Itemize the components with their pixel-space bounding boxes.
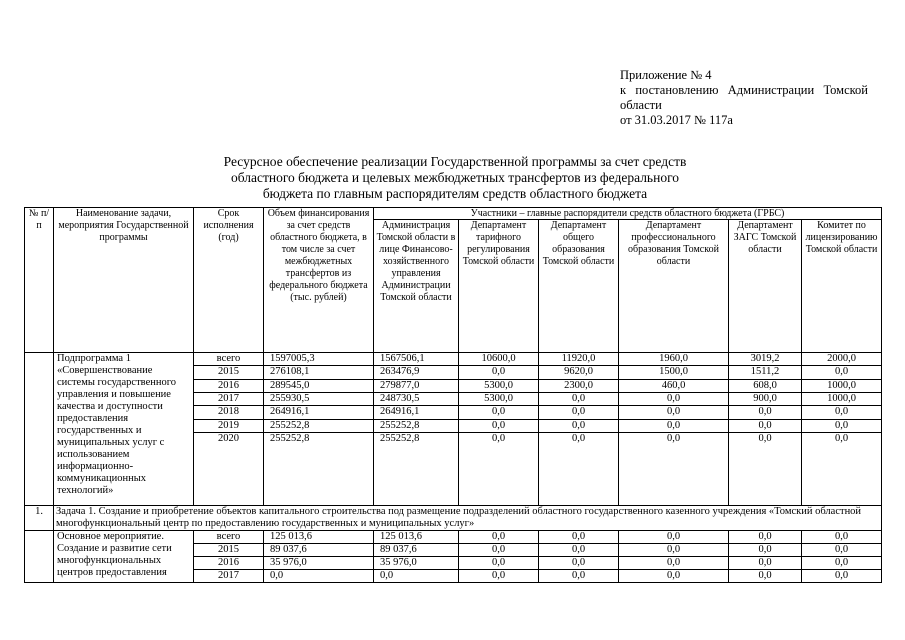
appendix-region: области xyxy=(620,98,662,112)
volume-cell: 1597005,3 xyxy=(264,353,374,366)
task-row xyxy=(25,506,882,531)
header-participant-licensing: Комитет по лицензированию Томской области xyxy=(802,220,882,353)
p1-cell: 248730,5 xyxy=(374,392,459,405)
title-line-3: бюджета по главным распорядителям средств областного бюджета xyxy=(262,186,648,201)
p3-cell: 0,0 xyxy=(539,557,619,570)
p5-cell: 0,0 xyxy=(729,557,802,570)
year-cell: 2019 xyxy=(194,419,264,432)
p1-cell: 89 037,6 xyxy=(374,544,459,557)
p4-cell: 1960,0 xyxy=(619,353,729,366)
p5-cell: 1511,2 xyxy=(729,366,802,379)
p4-cell: 0,0 xyxy=(619,531,729,544)
p2-cell: 0,0 xyxy=(459,406,539,419)
p5-cell: 0,0 xyxy=(729,531,802,544)
p6-cell: 2000,0 xyxy=(802,353,882,366)
volume-cell: 0,0 xyxy=(264,570,374,583)
p2-cell: 5300,0 xyxy=(459,379,539,392)
document-title xyxy=(160,154,750,202)
p5-cell: 0,0 xyxy=(729,544,802,557)
header-row-1 xyxy=(25,208,882,220)
p1-cell: 279877,0 xyxy=(374,379,459,392)
year-cell: всего xyxy=(194,353,264,366)
main-event-num-cell xyxy=(25,531,54,583)
appendix-date: от 31.03.2017 № 117а xyxy=(620,113,733,127)
header-term: Срок исполнения (год) xyxy=(194,208,264,353)
p4-cell: 460,0 xyxy=(619,379,729,392)
year-cell: 2015 xyxy=(194,544,264,557)
p4-cell: 0,0 xyxy=(619,419,729,432)
p1-cell: 35 976,0 xyxy=(374,557,459,570)
header-volume: Объем финансирования за счет средств областного бюджета, в том числе за счет межбюджетных трансфертов из федерального бюджета (тыс. рублей) xyxy=(264,208,374,353)
p2-cell: 0,0 xyxy=(459,366,539,379)
p2-cell: 0,0 xyxy=(459,433,539,506)
p1-cell: 255252,8 xyxy=(374,433,459,506)
volume-cell: 264916,1 xyxy=(264,406,374,419)
title-line-2: областного бюджета и целевых межбюджетных трансфертов из федерального xyxy=(230,170,680,185)
p6-cell: 0,0 xyxy=(802,406,882,419)
p1-cell: 263476,9 xyxy=(374,366,459,379)
p5-cell: 0,0 xyxy=(729,570,802,583)
p1-cell: 264916,1 xyxy=(374,406,459,419)
p2-cell: 10600,0 xyxy=(459,353,539,366)
p3-cell: 0,0 xyxy=(539,419,619,432)
year-cell: 2018 xyxy=(194,406,264,419)
p5-cell: 608,0 xyxy=(729,379,802,392)
resource-table xyxy=(24,207,882,583)
p3-cell: 0,0 xyxy=(539,433,619,506)
p5-cell: 0,0 xyxy=(729,433,802,506)
header-name: Наименование задачи, мероприятия Государственной программы xyxy=(54,208,194,353)
subprogram-num-cell xyxy=(25,353,54,506)
p2-cell: 0,0 xyxy=(459,419,539,432)
title-line-1: Ресурсное обеспечение реализации Государственной программы за счет средств xyxy=(223,154,687,169)
appendix-decree: к постановлению Администрации Томской xyxy=(620,83,868,97)
p4-cell: 0,0 xyxy=(619,433,729,506)
p6-cell: 0,0 xyxy=(802,366,882,379)
volume-cell: 255930,5 xyxy=(264,392,374,405)
subprogram-name: Подпрограмма 1 «Совершенствование системы государственного управления и повышение качества и доступности предоставления государственных и муниципальных услуг с использованием информационно-коммуникационных технологий» xyxy=(54,353,194,506)
p4-cell: 0,0 xyxy=(619,406,729,419)
year-cell: 2017 xyxy=(194,570,264,583)
task-text: Задача 1. Создание и приобретение объектов капитального строительства под размещение подразделений областного государственного казенного учреждения «Томский областной многофункциональный центр по предоставлению государственных и муниципальных услуг» xyxy=(54,506,882,531)
p6-cell: 1000,0 xyxy=(802,379,882,392)
p2-cell: 0,0 xyxy=(459,557,539,570)
volume-cell: 289545,0 xyxy=(264,379,374,392)
p5-cell: 900,0 xyxy=(729,392,802,405)
p2-cell: 0,0 xyxy=(459,544,539,557)
p4-cell: 0,0 xyxy=(619,544,729,557)
main-event-name: Основное мероприятие. Создание и развитие сети многофункциональных центров предоставления xyxy=(54,531,194,583)
header-num: № п/п xyxy=(25,208,54,353)
year-cell: 2017 xyxy=(194,392,264,405)
appendix-title: Приложение № 4 xyxy=(620,68,712,82)
p3-cell: 0,0 xyxy=(539,406,619,419)
p3-cell: 2300,0 xyxy=(539,379,619,392)
volume-cell: 89 037,6 xyxy=(264,544,374,557)
header-participant-admin: Администрация Томской области в лице Финансово-хозяйственного управления Администрации Томской области xyxy=(374,220,459,353)
p1-cell: 125 013,6 xyxy=(374,531,459,544)
appendix-block xyxy=(620,68,868,128)
year-cell: 2016 xyxy=(194,557,264,570)
p5-cell: 0,0 xyxy=(729,419,802,432)
p1-cell: 255252,8 xyxy=(374,419,459,432)
year-cell: 2016 xyxy=(194,379,264,392)
volume-cell: 35 976,0 xyxy=(264,557,374,570)
volume-cell: 255252,8 xyxy=(264,433,374,506)
p4-cell: 0,0 xyxy=(619,392,729,405)
header-participant-tariff: Департамент тарифного регулирования Томской области xyxy=(459,220,539,353)
header-participant-prof-edu: Департамент профессионального образования Томской области xyxy=(619,220,729,353)
p6-cell: 0,0 xyxy=(802,544,882,557)
p4-cell: 0,0 xyxy=(619,570,729,583)
p3-cell: 0,0 xyxy=(539,392,619,405)
year-cell: всего xyxy=(194,531,264,544)
p3-cell: 9620,0 xyxy=(539,366,619,379)
p5-cell: 0,0 xyxy=(729,406,802,419)
p1-cell: 0,0 xyxy=(374,570,459,583)
header-participant-general-edu: Департамент общего образования Томской области xyxy=(539,220,619,353)
header-participant-zags: Департамент ЗАГС Томской области xyxy=(729,220,802,353)
p3-cell: 0,0 xyxy=(539,531,619,544)
p4-cell: 1500,0 xyxy=(619,366,729,379)
subprogram-row xyxy=(25,353,882,366)
volume-cell: 125 013,6 xyxy=(264,531,374,544)
p4-cell: 0,0 xyxy=(619,557,729,570)
header-participants: Участники – главные распорядители средств областного бюджета (ГРБС) xyxy=(374,208,882,220)
p6-cell: 1000,0 xyxy=(802,392,882,405)
p2-cell: 0,0 xyxy=(459,531,539,544)
main-event-row xyxy=(25,531,882,544)
p6-cell: 0,0 xyxy=(802,570,882,583)
p1-cell: 1567506,1 xyxy=(374,353,459,366)
p3-cell: 0,0 xyxy=(539,544,619,557)
p6-cell: 0,0 xyxy=(802,557,882,570)
p5-cell: 3019,2 xyxy=(729,353,802,366)
year-cell: 2015 xyxy=(194,366,264,379)
p2-cell: 0,0 xyxy=(459,570,539,583)
task-num: 1. xyxy=(25,506,54,531)
p3-cell: 0,0 xyxy=(539,570,619,583)
p6-cell: 0,0 xyxy=(802,419,882,432)
p6-cell: 0,0 xyxy=(802,531,882,544)
year-cell: 2020 xyxy=(194,433,264,506)
volume-cell: 276108,1 xyxy=(264,366,374,379)
p3-cell: 11920,0 xyxy=(539,353,619,366)
p2-cell: 5300,0 xyxy=(459,392,539,405)
p6-cell: 0,0 xyxy=(802,433,882,506)
volume-cell: 255252,8 xyxy=(264,419,374,432)
